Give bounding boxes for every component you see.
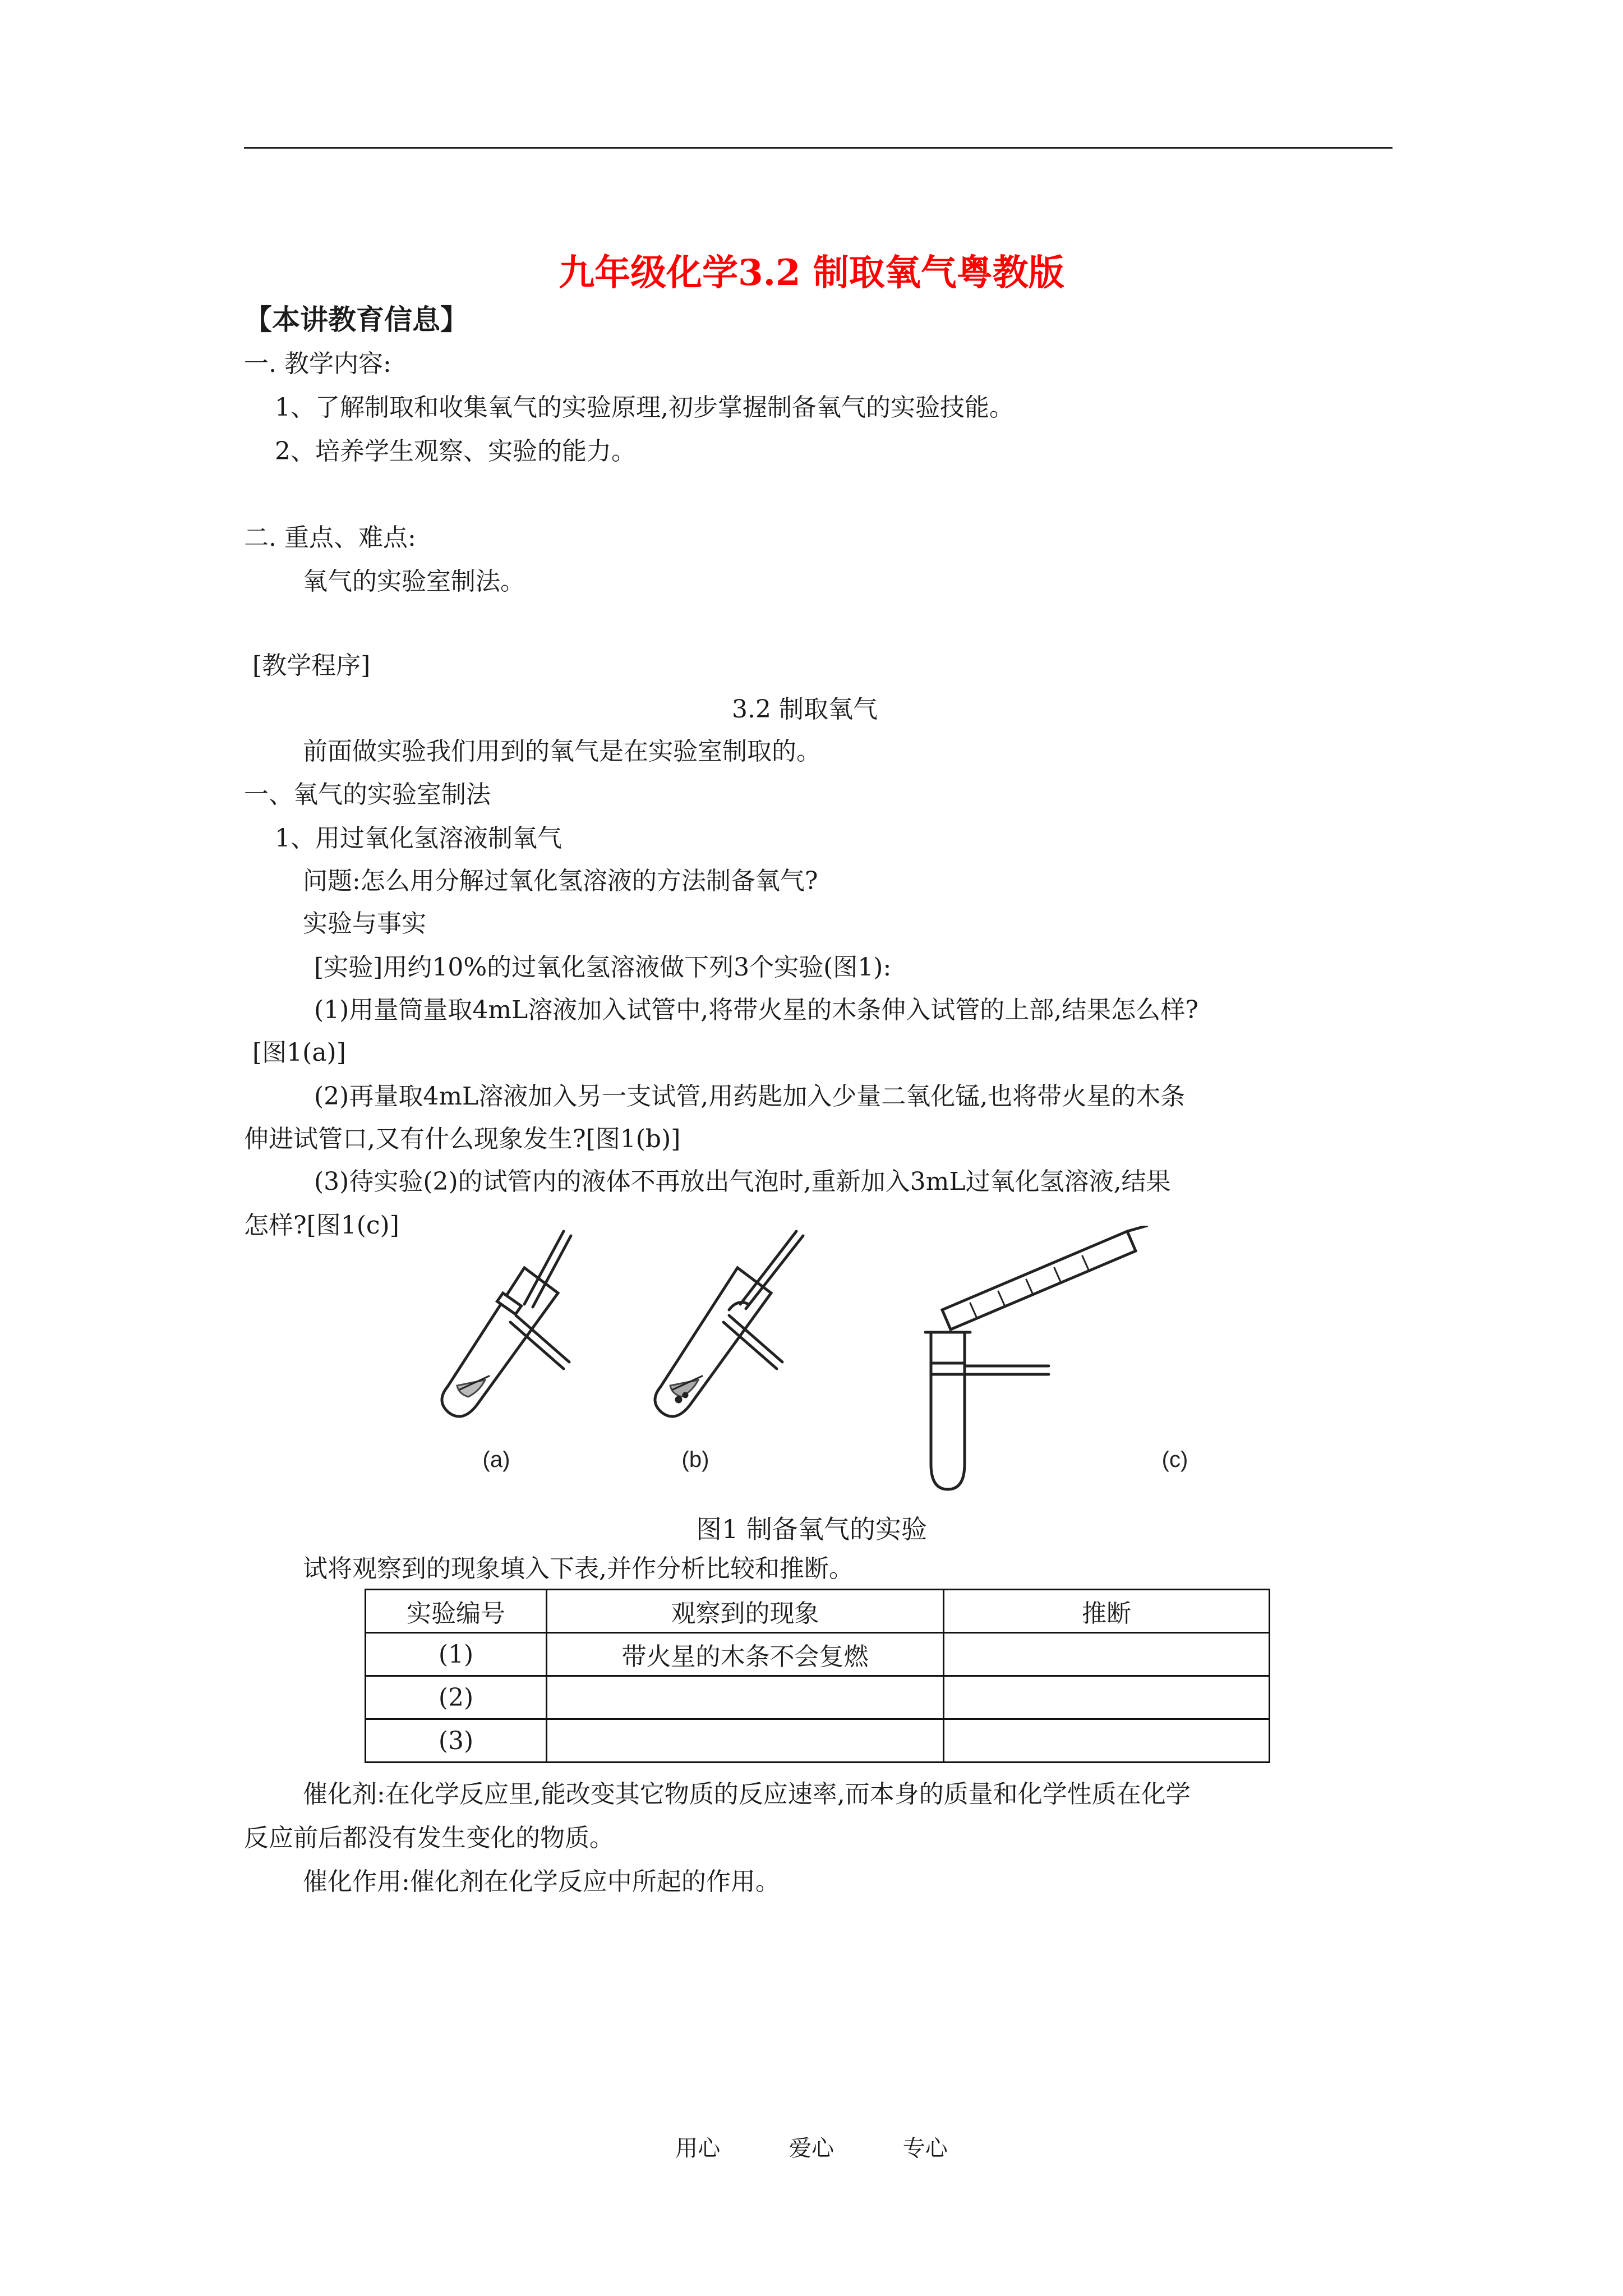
catalyst-definition-line2: 反应前后都没有发生变化的物质。: [244, 1824, 614, 1852]
table-header-cell: 实验编号: [366, 1590, 547, 1633]
tube-c-illustration: [925, 1226, 1147, 1489]
subsection-1-heading: 1、用过氧化氢溶液制氧气: [275, 824, 562, 853]
table-cell: [944, 1676, 1270, 1719]
step1-line2: [图1(a)]: [252, 1038, 346, 1067]
table-cell: [547, 1719, 944, 1763]
table-row: [366, 1633, 1270, 1676]
step2-line1: (2)再量取4mL溶液加入另一支试管,用药匙加入少量二氧化锰,也将带火星的木条: [314, 1082, 1186, 1111]
part2-heading: 二. 重点、难点:: [244, 523, 416, 552]
figure-label-c: (c): [1161, 1447, 1188, 1472]
figure-label-b: (b): [681, 1447, 709, 1472]
table-row: [366, 1719, 1270, 1763]
step3-line1: (3)待实验(2)的试管内的液体不再放出气泡时,重新加入3mL过氧化氢溶液,结果: [314, 1167, 1171, 1196]
observation-table: [365, 1589, 1270, 1763]
catalysis-definition: 催化作用:催化剂在化学反应中所起的作用。: [303, 1867, 780, 1896]
intro-text: 前面做实验我们用到的氧气是在实验室制取的。: [303, 737, 821, 766]
table-cell: 带火星的木条不会复燃: [547, 1633, 944, 1676]
figure-caption: 图1 制备氧气的实验: [696, 1514, 927, 1544]
table-header-cell: 推断: [944, 1590, 1270, 1633]
table-cell: [944, 1633, 1270, 1676]
section-header: 【本讲教育信息】: [244, 303, 468, 336]
step3-line2: 怎样?[图1(c)]: [244, 1211, 399, 1240]
page-title: 九年级化学3.2 制取氧气粤教版: [559, 252, 1064, 294]
footer-word: 专心: [902, 2136, 948, 2161]
step1-line1: (1)用量筒量取4mL溶液加入试管中,将带火星的木条伸入试管的上部,结果怎么样?: [314, 996, 1198, 1024]
step2-line2: 伸进试管口,又有什么现象发生?[图1(b)]: [244, 1125, 681, 1153]
tube-a-illustration: [442, 1231, 571, 1416]
table-cell: (2): [366, 1676, 547, 1719]
table-cell: (1): [366, 1633, 547, 1676]
experiment-text: [实验]用约10%的过氧化氢溶液做下列3个实验(图1):: [314, 953, 892, 982]
footer-word: 用心: [675, 2136, 721, 2161]
part2-text: 氧气的实验室制法。: [303, 567, 525, 596]
catalyst-definition-line1: 催化剂:在化学反应里,能改变其它物质的反应速率,而本身的质量和化学性质在化学: [303, 1780, 1191, 1809]
table-cell: (3): [366, 1719, 547, 1763]
page-footer: [0, 2131, 1623, 2162]
lesson-title: 3.2 制取氧气: [732, 695, 878, 724]
tube-b-illustration: [655, 1231, 803, 1416]
table-intro: 试将观察到的现象填入下表,并作分析比较和推断。: [303, 1554, 854, 1583]
part1-item-2: 2、培养学生观察、实验的能力。: [275, 437, 636, 466]
figure-apparatus: [426, 1226, 1211, 1495]
table-header-cell: 观察到的现象: [547, 1590, 944, 1633]
experiment-facts: 实验与事实: [303, 909, 426, 938]
header-rule: [244, 147, 1393, 149]
table-cell: [547, 1676, 944, 1719]
question-text: 问题:怎么用分解过氧化氢溶液的方法制备氧气?: [303, 867, 818, 895]
section-1-heading: 一、氧气的实验室制法: [244, 780, 491, 809]
procedure-label: [教学程序]: [252, 651, 371, 680]
footer-word: 爱心: [789, 2136, 834, 2161]
figure-label-a: (a): [482, 1447, 510, 1472]
table-row: [366, 1676, 1270, 1719]
table-cell: [944, 1719, 1270, 1763]
part1-item-1: 1、了解制取和收集氧气的实验原理,初步掌握制备氧气的实验技能。: [275, 393, 1014, 422]
part1-heading: 一. 教学内容:: [244, 349, 391, 378]
table-header-row: [366, 1590, 1270, 1633]
